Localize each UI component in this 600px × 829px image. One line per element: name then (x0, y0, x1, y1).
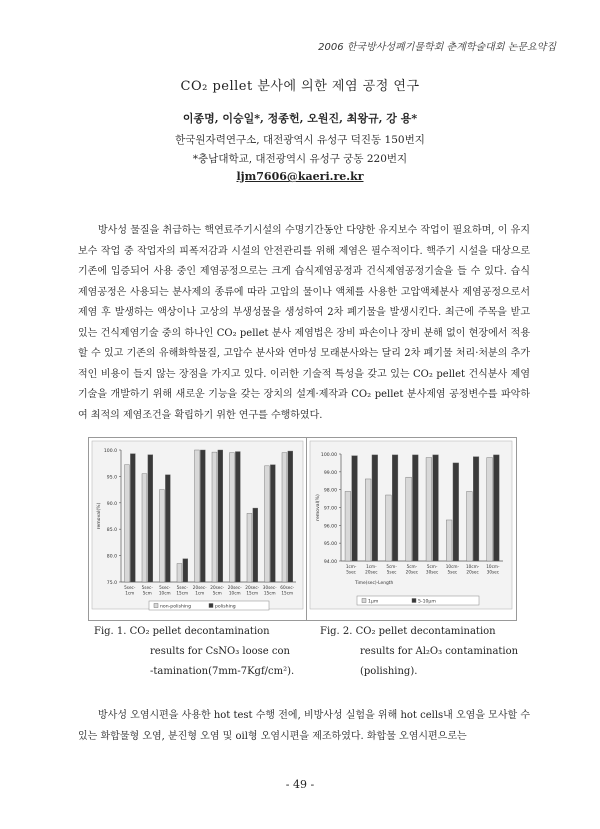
figure-1-chart (89, 438, 307, 620)
y-tick-label: 75.0 (106, 581, 117, 586)
figure-2-chart (307, 438, 516, 620)
bar (230, 453, 235, 582)
figure-2-caption-line-1: Fig. 2. CO₂ pellet decontamination (320, 626, 496, 637)
y-tick-label: 96.00 (323, 524, 337, 530)
x-tick-label: 30sec- (262, 585, 277, 590)
figure-2-caption-line-3: (polishing). (360, 666, 418, 677)
x-axis-label: Time(sec)-Length (355, 581, 394, 586)
y-tick-label: 100.0 (103, 449, 117, 454)
legend-swatch (209, 604, 213, 608)
bar (183, 559, 188, 582)
figure-2-caption (320, 622, 518, 682)
x-tick-label: 10cm (228, 590, 241, 596)
bar (247, 513, 252, 582)
bar (365, 479, 371, 561)
affiliation-1: 한국원자력연구소, 대전광역시 유성구 덕진동 150번지 (175, 134, 425, 146)
running-header: 2006 한국방사성폐기물학회 춘계학술대회 논문요약집 (318, 42, 556, 53)
x-tick-label: 60sec- (280, 585, 295, 590)
bar (433, 455, 439, 561)
figure-2-frame (306, 437, 517, 621)
x-tick-label: 15cm (263, 590, 276, 596)
affiliation-2: *충남대학교, 대전광역시 유성구 궁동 220번지 (192, 153, 408, 165)
x-tick-label: 20sec- (227, 585, 242, 590)
bar (282, 453, 287, 582)
bar (265, 466, 270, 582)
x-tick-label: 20sec- (245, 585, 260, 590)
legend-swatch (362, 599, 366, 603)
x-tick-label: 5cm- (406, 564, 418, 569)
bar (253, 508, 258, 582)
x-tick-label: 10cm- (486, 564, 500, 569)
x-tick-label: 20sec (365, 569, 378, 575)
y-tick-label: 98.00 (323, 488, 337, 494)
legend-swatch (412, 599, 416, 603)
bar (235, 452, 240, 582)
bar (270, 465, 275, 582)
legend (357, 596, 479, 605)
x-tick-label: 15cm (176, 590, 189, 596)
y-tick-label: 80.0 (106, 554, 117, 560)
legend (149, 601, 269, 610)
bar (218, 450, 223, 582)
body-paragraph-2: 방사성 오염시편을 사용한 hot test 수행 전에, 비방사성 실험을 위해 hot cells내 오염을 모사할 수 있는 화합물형 오염, 분진형 오염 및 oil형 오염시편을 제조하였다. 화합물 오염시편으로는 (78, 710, 530, 742)
y-tick-label: 95.0 (106, 475, 117, 481)
bar (493, 455, 499, 561)
y-tick-label: 97.00 (323, 506, 337, 512)
bar (125, 465, 130, 582)
x-tick-label: 20sec (405, 569, 419, 575)
bar (392, 455, 398, 561)
x-tick-label: 15cm (281, 590, 294, 596)
bar (288, 451, 293, 582)
x-tick-label: 5sec- (176, 585, 188, 590)
figure-1-caption-line-1: Fig. 1. CO₂ pellet decontamination (94, 626, 270, 637)
bar (195, 450, 200, 582)
bar (406, 477, 412, 561)
bar (453, 463, 459, 561)
y-axis-label: removal(%) (316, 494, 321, 521)
legend-swatch (154, 604, 158, 608)
figure-1-frame (88, 437, 308, 621)
x-tick-label: 10cm- (445, 564, 459, 569)
x-tick-label: 5cm- (426, 564, 438, 569)
x-tick-label: 1cm- (366, 564, 377, 569)
bar (487, 458, 493, 561)
x-tick-label: 20sec- (192, 585, 207, 590)
x-tick-label: 5sec- (141, 585, 153, 590)
x-tick-label: 20sec (466, 569, 479, 575)
bar (142, 474, 147, 582)
bar (130, 454, 135, 582)
x-tick-label: 5sec (346, 569, 356, 575)
paper-title: CO₂ pellet 분사에 의한 제염 공정 연구 (180, 79, 420, 94)
bar (165, 475, 170, 582)
figure-1-caption-line-2: results for CsNO₃ loose con (150, 646, 290, 657)
bar (386, 495, 392, 561)
x-tick-label: 10cm- (466, 564, 480, 569)
x-tick-label: 5sec (447, 569, 458, 575)
x-tick-label: 1cm- (345, 564, 357, 569)
x-tick-label: 5sec- (159, 585, 171, 590)
legend-label: polishing (215, 604, 236, 610)
legend-label: 1μm (368, 599, 379, 605)
bar (446, 520, 452, 561)
x-tick-label: 1cm (195, 590, 205, 596)
bar (148, 455, 153, 582)
x-tick-label: 20sec- (210, 585, 225, 590)
bar (467, 491, 473, 561)
figure-1-caption-line-3: -tamination(7mm-7Kgf/cm²). (150, 666, 295, 677)
bar (177, 564, 182, 582)
x-tick-label: 15cm (246, 590, 259, 596)
bar (212, 452, 217, 582)
figure-2-caption-line-2: results for Al₂O₃ contamination (360, 646, 519, 657)
bar (412, 455, 418, 561)
bar (352, 456, 358, 561)
x-tick-label: 30sec (486, 569, 500, 575)
y-tick-label: 94.00 (323, 560, 337, 565)
bar (200, 450, 205, 582)
x-tick-label: 1cm (125, 590, 135, 596)
y-tick-label: 90.0 (106, 501, 117, 507)
page-number: - 49 - (285, 778, 315, 791)
x-tick-label: 5sec- (124, 585, 136, 590)
y-tick-label: 85.0 (106, 528, 117, 534)
legend-label: non-polishing (160, 604, 191, 610)
x-tick-label: 30sec (425, 569, 439, 575)
y-tick-label: 95.00 (323, 542, 337, 548)
author-list: 이종명, 이승일*, 정종헌, 오원진, 최왕규, 강 용* (182, 112, 418, 125)
x-tick-label: 5cm (142, 590, 152, 596)
x-tick-label: 10cm (158, 590, 171, 596)
author-email[interactable]: ljm7606@kaeri.re.kr (236, 170, 364, 183)
bar (372, 455, 378, 561)
x-tick-label: 5cm (212, 590, 222, 596)
y-tick-label: 100.00 (320, 453, 337, 458)
bar (345, 491, 351, 561)
legend-label: 5-10μm (418, 599, 436, 605)
y-axis-label: removal(%) (97, 502, 102, 530)
figure-1-caption (94, 622, 294, 682)
body-paragraph-1: 방사성 물질을 취급하는 핵연료주기시설의 수명기간동안 다양한 유지보수 작업이 필요하며, 이 유지보수 작업 중 작업자의 피폭저감과 시설의 안전관리를 위해 제염은 필수적이다. 핵주기 시설을 대상으로 기존에 입증되어 사용 중인 제염공정으로는 크게 습식제염공정과 건식제염공정기술을 들 수 있다. 습식제염공정은 사용되는 분사제의 종류에 따라 고압의 물이나 액체를 사용한 고압액체분사 제염공정으로서 제염 후 발생하는 액상이나 고상의 부생성물을 생성하여 2차 폐기물을 발생시킨다. 최근에 주목을 받고 있는 건식제염기술 중의 하나인 CO₂ pellet 분사 제염법은 장비 파손이나 장비 분해 없이 현장에서 적용할 수 있고 기존의 유해화학물질, 고압수 분사와 연마성 모래분사와는 달리 2차 폐기물 처리·처분의 추가적인 비용이 들지 않는 장점을 가지고 있다. 이러한 기술적 특성을 갖고 있는 CO₂ pellet 건식분사 제염기술을 개발하기 위해 새로운 기능을 갖는 장치의 설계·제작과 CO₂ pellet 분사제염 공정변수를 파악하여 최적의 제염조건을 확립하기 위한 연구를 수행하였다. (78, 225, 530, 421)
x-tick-label: 5cm- (386, 564, 397, 569)
x-tick-label: 5sec (386, 569, 397, 575)
bar (160, 490, 165, 582)
bar (426, 458, 432, 561)
bar (473, 457, 479, 561)
y-tick-label: 99.00 (323, 470, 337, 476)
